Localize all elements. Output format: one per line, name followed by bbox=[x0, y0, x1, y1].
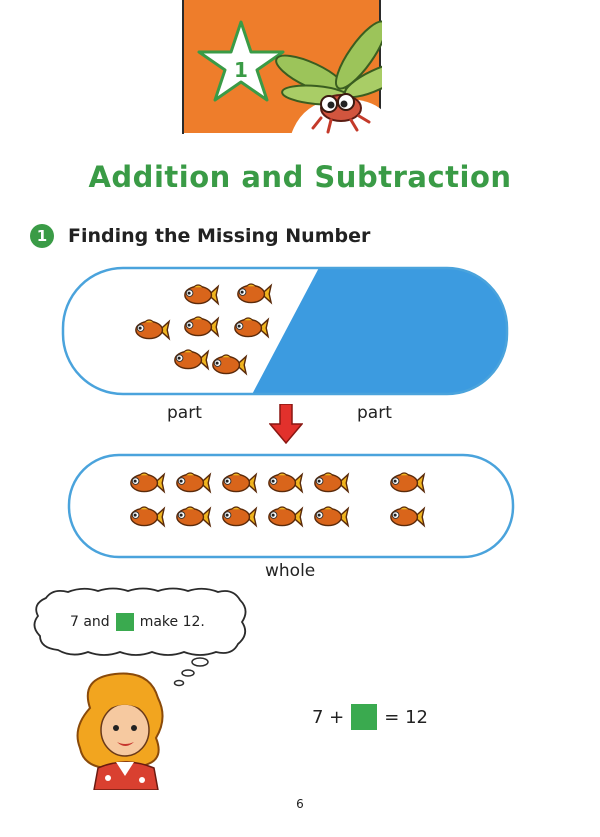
bubble-text-before: 7 and bbox=[70, 614, 110, 630]
missing-number-box bbox=[116, 613, 134, 631]
whole-diagram bbox=[66, 450, 516, 562]
equation-right: = 12 bbox=[384, 706, 428, 728]
whole-label: whole bbox=[265, 561, 316, 581]
chapter-title: Addition and Subtraction bbox=[88, 160, 512, 194]
page-number: 6 bbox=[296, 797, 304, 811]
girl-illustration bbox=[70, 668, 170, 790]
part-right-label: part bbox=[357, 403, 392, 423]
section-title: Finding the Missing Number bbox=[68, 225, 371, 247]
section-number-badge: 1 bbox=[30, 224, 54, 248]
thought-bubble-text bbox=[70, 613, 205, 631]
equation bbox=[312, 704, 428, 730]
equation-left: 7 + bbox=[312, 706, 345, 728]
part-part-diagram bbox=[60, 262, 510, 402]
down-arrow-icon bbox=[269, 404, 303, 444]
equation-missing-box bbox=[351, 704, 377, 730]
chapter-banner bbox=[181, 0, 382, 135]
chapter-number: 1 bbox=[234, 58, 248, 82]
part-left-label: part bbox=[167, 403, 202, 423]
bubble-text-after: make 12. bbox=[139, 614, 205, 630]
